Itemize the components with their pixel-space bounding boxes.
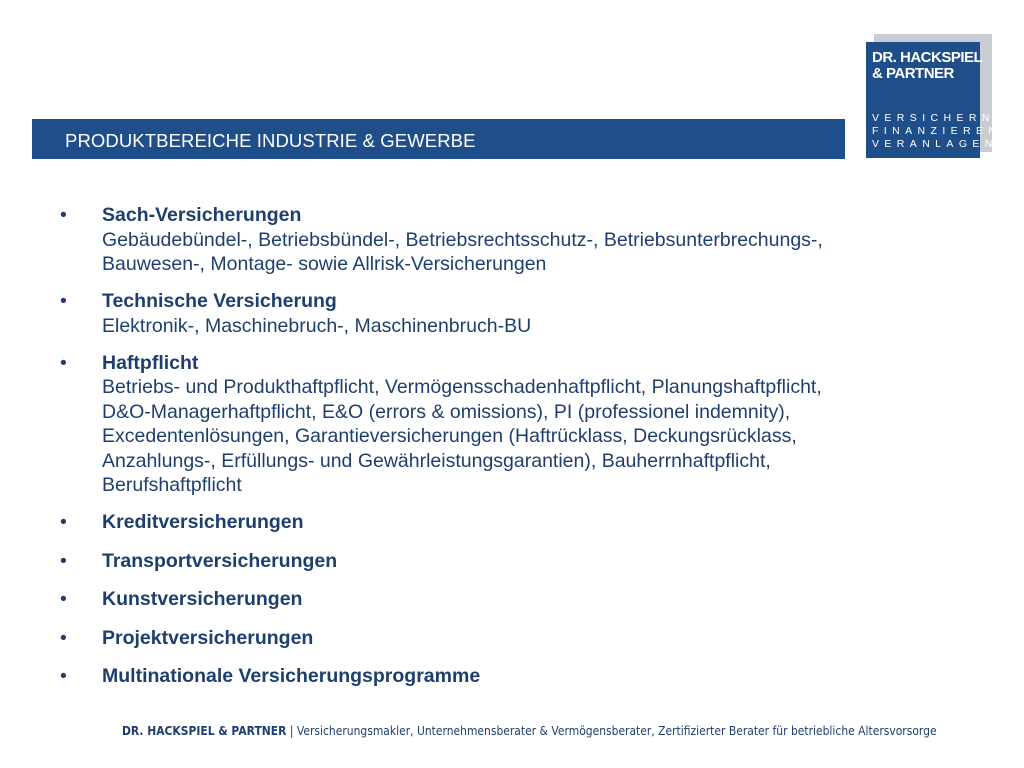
item-detail-line: Gebäudebündel-, Betriebsbündel-, Betriebsrechtsschutz-, Betriebsunterbrechungs-,	[102, 228, 823, 251]
item-heading: Technische Versicherung	[102, 290, 337, 312]
item-heading: Transportversicherungen	[102, 549, 338, 572]
item-detail-line: Betriebs- und Produkthaftpflicht, Vermögensschadenhaftpflicht, Planungshaftpflicht,	[102, 376, 822, 398]
item-detail-line: Anzahlungs-, Erfüllungs- und Gewährleistungsgarantien), Bauherrnhaftpflicht,	[102, 449, 771, 472]
item-heading: Sach-Versicherungen	[102, 204, 302, 226]
item-heading: Haftpflicht	[102, 351, 199, 374]
logo-tagline-3: VERANLAGEN	[872, 138, 998, 150]
list-item	[60, 626, 960, 651]
footer-separator: |	[289, 723, 294, 738]
bullet: •	[60, 665, 67, 687]
bullet: •	[60, 626, 67, 649]
logo-line-1: DR. HACKSPIEL	[872, 49, 983, 66]
footer-brand: DR. HACKSPIEL & PARTNER	[122, 723, 287, 738]
list-item	[60, 351, 960, 498]
logo-line-2: & PARTNER	[872, 65, 954, 82]
footer	[122, 723, 937, 738]
bullet: •	[60, 351, 67, 374]
item-detail-line: D&O-Managerhaftpflicht, E&O (errors & omissions), PI (professionel indemnity),	[102, 400, 791, 423]
bullet: •	[60, 290, 67, 312]
item-detail-line: Excedentenlösungen, Garantieversicherungen (Haftrücklass, Deckungsrücklass,	[102, 425, 797, 447]
item-heading: Multinationale Versicherungsprogramme	[102, 665, 481, 687]
footer-text: Versicherungsmakler, Unternehmensberater & Vermögensberater, Zertifizierter Berater für betriebliche Altersvorsorge	[296, 723, 937, 738]
item-detail-line: Elektronik-, Maschinebruch-, Maschinenbruch-BU	[102, 314, 532, 337]
list-item	[60, 549, 960, 574]
company-logo	[866, 42, 1002, 158]
item-detail-line: Bauwesen-, Montage- sowie Allrisk-Versicherungen	[102, 253, 547, 275]
list-item	[60, 664, 960, 689]
item-heading: Kreditversicherungen	[102, 511, 304, 533]
item-heading: Kunstversicherungen	[102, 588, 303, 610]
bullet: •	[60, 588, 67, 610]
bullet: •	[60, 549, 67, 572]
product-list	[60, 203, 960, 703]
title-bar	[32, 119, 845, 159]
list-item	[60, 510, 960, 535]
list-item	[60, 587, 960, 612]
bullet: •	[60, 511, 67, 533]
list-item	[60, 203, 960, 277]
bullet: •	[60, 204, 67, 226]
logo-tagline-2: FINANZIEREN	[872, 125, 1002, 137]
page-title: PRODUKTBEREICHE INDUSTRIE & GEWERBE	[65, 130, 476, 151]
logo-tagline-1: VERSICHERN	[872, 112, 995, 124]
item-detail-line: Berufshaftpflicht	[102, 474, 242, 496]
item-heading: Projektversicherungen	[102, 626, 314, 649]
list-item	[60, 289, 960, 338]
